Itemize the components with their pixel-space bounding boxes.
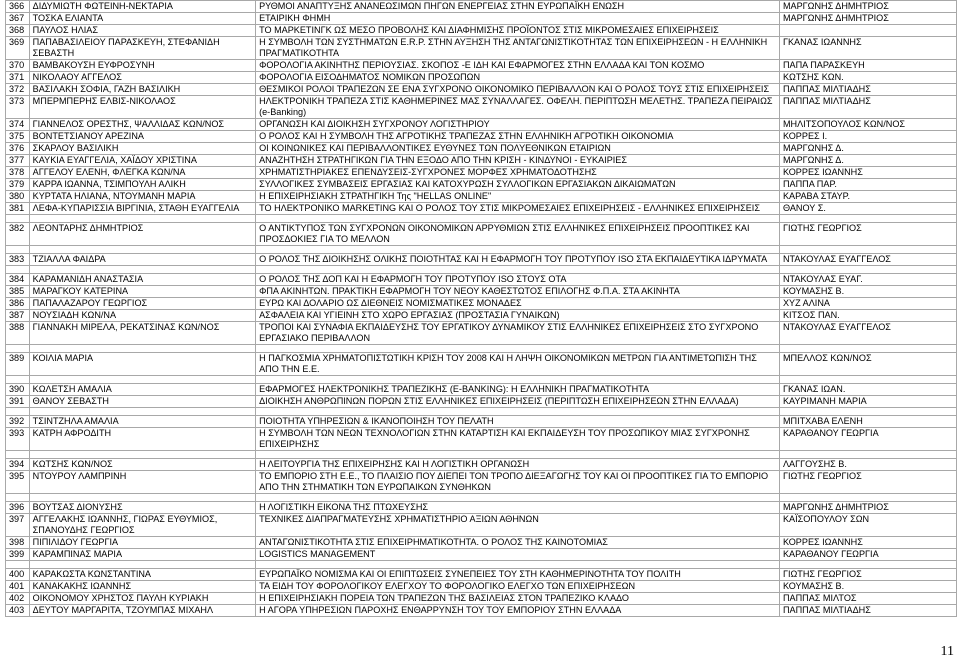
spacer-cell [29, 246, 255, 254]
student-names: ΚΑΡΑΚΩΣΤΑ ΚΩΝΣΤΑΝΤΙΝΑ [29, 569, 255, 581]
thesis-title: ΕΦΑΡΜΟΓΕΣ ΗΛΕΚΤΡΟΝΙΚΗΣ ΤΡΑΠΕΖΙΚΗΣ (E-BANKING): Η ΕΛΛΗΝΙΚΗ ΠΡΑΓΜΑΤΙΚΟΤΗΤΑ [256, 384, 780, 396]
table-row [6, 605, 957, 617]
table-row [6, 155, 957, 167]
supervisor-name: ΓΚΑΝΑΣ ΙΩΑΝ. [779, 384, 956, 396]
row-number: 403 [6, 605, 30, 617]
spacer-cell [779, 408, 956, 416]
row-number: 400 [6, 569, 30, 581]
table-row [6, 191, 957, 203]
spacer-cell [29, 451, 255, 459]
table-row [6, 25, 957, 37]
thesis-title: Η ΛΟΓΙΣΤΙΚΗ ΕΙΚΟΝΑ ΤΗΣ ΠΤΩΧΕΥΣΗΣ [256, 502, 780, 514]
thesis-title: ΗΛΕΚΤΡΟΝΙΚΗ ΤΡΑΠΕΖΑ ΣΤΙΣ ΚΑΘΗΜΕΡΙΝΕΣ ΜΑΣ ΣΥΝΑΛΛΑΓΕΣ. ΟΦΕΛΗ. ΠΕΡΙΠΤΩΣΗ ΜΕΛΕΤΗΣ. ΤΡΑΠΕΖΑ ΠΕΙΡΑΙΩΣ (e-Banking) [256, 96, 780, 119]
thesis-title: ΧΡΗΜΑΤΙΣΤΗΡΙΑΚΕΣ ΕΠΕΝΔΥΣΕΙΣ-ΣΥΓΧΡΟΝΕΣ ΜΟΡΦΕΣ ΧΡΗΜΑΤΟΔΟΤΗΣΗΣ [256, 167, 780, 179]
supervisor-name: ΠΑΠΑ ΠΑΡΑΣΚΕΥΗ [779, 60, 956, 72]
spacer-cell [6, 451, 30, 459]
spacer-row [6, 451, 957, 459]
table-row [6, 569, 957, 581]
thesis-title: ΦΟΡΟΛΟΓΙΑ ΑΚΙΝΗΤΗΣ ΠΕΡΙΟΥΣΙΑΣ. ΣΚΟΠΟΣ -Ε ΙΔΗ ΚΑΙ ΕΦΑΡΜΟΓΕΣ ΣΤΗΝ ΕΛΛΑΔΑ ΚΑΙ ΤΟΝ ΚΟΣΜΟ [256, 60, 780, 72]
student-names: ΤΣΙΝΤΖΗΛΑ ΑΜΑΛΙΑ [29, 416, 255, 428]
row-number: 374 [6, 119, 30, 131]
table-row [6, 96, 957, 119]
thesis-title: Η ΕΠΙΧΕΙΡΗΣΙΑΚΗ ΣΤΡΑΤΗΓΙΚΗ Της "HELLAS ONLINE" [256, 191, 780, 203]
student-names: ΒΑΣΙΛΑΚΗ ΣΟΦΙΑ, ΓΑΖΗ ΒΑΣΙΛΙΚΗ [29, 84, 255, 96]
student-names: ΝΙΚΟΛΑΟΥ ΑΓΓΕΛΟΣ [29, 72, 255, 84]
student-names: ΑΓΓΕΛΟΥ ΕΛΕΝΗ, ΦΛΕΓΚΑ ΚΩΝ/ΝΑ [29, 167, 255, 179]
supervisor-name: ΚΩΤΣΗΣ ΚΩΝ. [779, 72, 956, 84]
spacer-cell [6, 494, 30, 502]
spacer-cell [6, 408, 30, 416]
supervisor-name: ΜΗΛΙΤΣΟΠΟΥΛΟΣ ΚΩΝ/ΝΟΣ [779, 119, 956, 131]
supervisor-name: ΠΑΠΠΑΣ ΜΙΛΤΙΑΔΗΣ [779, 96, 956, 119]
student-names: ΚΑΝΑΚΑΚΗΣ ΙΩΑΝΝΗΣ [29, 581, 255, 593]
supervisor-name: ΠΑΠΠΑΣ ΜΙΛΤΙΑΔΗΣ [779, 84, 956, 96]
table-row [6, 593, 957, 605]
table-row [6, 60, 957, 72]
supervisor-name: ΜΑΡΓΩΝΗΣ ΔΗΜΗΤΡΙΟΣ [779, 13, 956, 25]
supervisor-name: ΚΟΡΡΕΣ ΙΩΑΝΝΗΣ [779, 537, 956, 549]
table-row [6, 131, 957, 143]
student-names: ΔΕΥΤΟΥ ΜΑΡΓΑΡΙΤΑ, ΤΖΟΥΜΠΑΣ ΜΙΧΑΗΛ [29, 605, 255, 617]
row-number: 366 [6, 1, 30, 13]
student-names: ΑΓΓΕΛΑΚΗΣ ΙΩΑΝΝΗΣ, ΓΙΩΡΑΣ ΕΥΘΥΜΙΟΣ, ΣΠΑΝΟΥΔΗΣ ΓΕΩΡΓΙΟΣ [29, 514, 255, 537]
spacer-cell [256, 451, 780, 459]
table-row [6, 459, 957, 471]
thesis-title: ΦΟΡΟΛΟΓΙΑ ΕΙΣΟΔΗΜΑΤΟΣ ΝΟΜΙΚΩΝ ΠΡΟΣΩΠΩΝ [256, 72, 780, 84]
thesis-title: ΤΟ ΗΛΕΚΤΡΟΝΙΚΟ MARKETING ΚΑΙ Ο ΡΟΛΟΣ ΤΟΥ ΣΤΙΣ ΜΙΚΡΟΜΕΣΑΙΕΣ ΕΠΙΧΕΙΡΗΣΕΙΣ - ΕΛΛΗΝΙΚΕΣ ΕΠΙΧΕΙΡΗΣΕΙΣ [256, 203, 780, 215]
student-names: ΚΑΡΑΜΑΝΙΔΗ ΑΝΑΣΤΑΣΙΑ [29, 274, 255, 286]
student-names: ΟΙΚΟΝΟΜΟΥ ΧΡΗΣΤΟΣ ΠΑΥΛΗ ΚΥΡΙΑΚΗ [29, 593, 255, 605]
spacer-cell [779, 345, 956, 353]
thesis-title: ΤΟ ΜΑΡΚΕΤΙΝΓΚ ΩΣ ΜΕΣΟ ΠΡΟΒΟΛΗΣ ΚΑΙ ΔΙΑΦΗΜΙΣΗΣ ΠΡΟΪΟΝΤΟΣ ΣΤΙΣ ΜΙΚΡΟΜΕΣΑΙΕΣ ΕΠΙΧΕΙΡΗΣΕΙΣ [256, 25, 780, 37]
spacer-row [6, 345, 957, 353]
thesis-title: ΡΥΘΜΟΙ ΑΝΑΠΤΥΞΗΣ ΑΝΑΝΕΩΣΙΜΩΝ ΠΗΓΩΝ ΕΝΕΡΓΕΙΑΣ ΣΤΗΝ ΕΥΡΩΠΑΪΚΗ ΕΝΩΣΗ [256, 1, 780, 13]
supervisor-name: ΚΑΡΑΒΑ ΣΤΑΥΡ. [779, 191, 956, 203]
row-number: 367 [6, 13, 30, 25]
student-names: ΓΙΑΝΝΑΚΗ ΜΙΡΕΛΑ, ΡΕΚΑΤΣΙΝΑΣ ΚΩΝ/ΝΟΣ [29, 322, 255, 345]
table-row [6, 322, 957, 345]
supervisor-name: ΝΤΑΚΟΥΛΑΣ ΕΥΑΓΓΕΛΟΣ [779, 254, 956, 266]
supervisor-name: ΧΥΖ ΑΛΙΝΑ [779, 298, 956, 310]
spacer-row [6, 266, 957, 274]
row-number: 393 [6, 428, 30, 451]
student-names: ΝΤΟΥΡΟΥ ΛΑΜΠΡΙΝΗ [29, 471, 255, 494]
thesis-title: ΣΥΛΛΟΓΙΚΕΣ ΣΥΜΒΑΣΕΙΣ ΕΡΓΑΣΙΑΣ ΚΑΙ ΚΑΤΟΧΥΡΩΣΗ ΣΥΛΛΟΓΙΚΩΝ ΕΡΓΑΣΙΑΚΩΝ ΔΙΚΑΙΩΜΑΤΩΝ [256, 179, 780, 191]
spacer-cell [29, 561, 255, 569]
row-number: 379 [6, 179, 30, 191]
table-row [6, 203, 957, 215]
supervisor-name: ΜΠΙΤΧΑΒΑ ΕΛΕΝΗ [779, 416, 956, 428]
student-names: ΒΟΥΤΣΑΣ ΔΙΟΝΥΣΗΣ [29, 502, 255, 514]
row-number: 401 [6, 581, 30, 593]
student-names: ΛΕΟΝΤΑΡΗΣ ΔΗΜΗΤΡΙΟΣ [29, 223, 255, 246]
student-names: ΛΕΦΑ-ΚΥΠΑΡΙΣΣΙΑ ΒΙΡΓΙΝΙΑ, ΣΤΑΘΗ ΕΥΑΓΓΕΛΙΑ [29, 203, 255, 215]
spacer-cell [29, 408, 255, 416]
table-row [6, 428, 957, 451]
table-row [6, 72, 957, 84]
supervisor-name: ΓΙΩΤΗΣ ΓΕΩΡΓΙΟΣ [779, 223, 956, 246]
spacer-cell [6, 376, 30, 384]
thesis-title: ΤΟ ΕΜΠΟΡΙΟ ΣΤΗ Ε.Ε., ΤΟ ΠΛΑΙΣΙΟ ΠΟΥ ΔΙΕΠΕΙ ΤΟΝ ΤΡΟΠΟ ΔΙΕΞΑΓΩΓΗΣ ΤΟΥ ΚΑΙ ΟΙ ΠΡΟΟΠΤΙΚΕΣ ΓΙΑ ΤΟ ΕΜΠΟΡΙΟ ΑΠΟ ΤΗΝ ΣΤΗΜΑΤΙΚΗ ΤΩΝ ΕΥΡΩΠΑΙΚΩΝ ΣΥΝΘΗΚΩΝ [256, 471, 780, 494]
row-number: 382 [6, 223, 30, 246]
supervisor-name: ΚΑΡΑΘΑΝΟΥ ΓΕΩΡΓΙΑ [779, 549, 956, 561]
table-row [6, 581, 957, 593]
supervisor-name: ΚΙΤΣΟΣ ΠΑΝ. [779, 310, 956, 322]
student-names: ΠΑΥΛΟΣ ΗΛΙΑΣ [29, 25, 255, 37]
student-names: ΚΩΤΣΗΣ ΚΩΝ/ΝΟΣ [29, 459, 255, 471]
table-row [6, 37, 957, 60]
row-number: 399 [6, 549, 30, 561]
thesis-title: ΑΝΤΑΓΩΝΙΣΤΙΚΟΤΗΤΑ ΣΤΙΣ ΕΠΙΧΕΙΡΗΜΑΤΙΚΟΤΗΤΑ. Ο ΡΟΛΟΣ ΤΗΣ ΚΑΙΝΟΤΟΜΙΑΣ [256, 537, 780, 549]
table-row [6, 471, 957, 494]
student-names: ΚΑΡΡΑ ΙΩΑΝΝΑ, ΤΣΙΜΠΟΥΛΗ ΑΛΙΚΗ [29, 179, 255, 191]
spacer-cell [256, 376, 780, 384]
thesis-title: ΟΙ ΚΟΙΝΩΝΙΚΕΣ ΚΑΙ ΠΕΡΙΒΑΛΛΟΝΤΙΚΕΣ ΕΥΘΥΝΕΣ ΤΩΝ ΠΟΛΥΕΘΝΙΚΩΝ ΕΤΑΙΡΙΩΝ [256, 143, 780, 155]
supervisor-name: ΚΟΡΡΕΣ Ι. [779, 131, 956, 143]
spacer-row [6, 561, 957, 569]
thesis-title: Η ΛΕΙΤΟΥΡΓΙΑ ΤΗΣ ΕΠΙΧΕΙΡΗΣΗΣ ΚΑΙ Η ΛΟΓΙΣΤΙΚΗ ΟΡΓΑΝΩΣΗ [256, 459, 780, 471]
spacer-cell [256, 561, 780, 569]
table-row [6, 310, 957, 322]
table-row [6, 502, 957, 514]
supervisor-name [779, 25, 956, 37]
thesis-title: Ο ΑΝΤΙΚΤΥΠΟΣ ΤΩΝ ΣΥΓΧΡΟΝΩΝ ΟΙΚΟΝΟΜΙΚΩΝ ΑΡΡΥΘΜΙΩΝ ΣΤΙΣ ΕΛΛΗΝΙΚΕΣ ΕΠΙΧΕΙΡΗΣΕΙΣ ΠΡΟΟΠΤΙΚΕΣ ΚΑΙ ΠΡΟΣΔΟΚΙΕΣ ΓΙΑ ΤΟ ΜΕΛΛΟΝ [256, 223, 780, 246]
row-number: 395 [6, 471, 30, 494]
spacer-cell [256, 215, 780, 223]
thesis-title: ΘΕΣΜΙΚΟΙ ΡΟΛΟΙ ΤΡΑΠΕΖΩΝ ΣΕ ΕΝΑ ΣΥΓΧΡΟΝΟ ΟΙΚΟΝΟΜΙΚΟ ΠΕΡΙΒΑΛΛΟΝ ΚΑΙ Ο ΡΟΛΟΣ ΤΟΥΣ ΣΤΙΣ ΕΠΙΧΕΙΡΗΣΕΙΣ [256, 84, 780, 96]
supervisor-name: ΠΑΠΠΑ ΠΑΡ. [779, 179, 956, 191]
student-names: ΚΑΤΡΗ ΑΦΡΟΔΙΤΗ [29, 428, 255, 451]
student-names: ΒΑΜΒΑΚΟΥΣΗ ΕΥΦΡΟΣΥΝΗ [29, 60, 255, 72]
table-row [6, 223, 957, 246]
table-row [6, 537, 957, 549]
spacer-cell [29, 494, 255, 502]
thesis-title: ΤΡΟΠΟΙ ΚΑΙ ΣΥΝΑΦΙΑ ΕΚΠΑΙΔΕΥΣΗΣ ΤΟΥ ΕΡΓΑΤΙΚΟΥ ΔΥΝΑΜΙΚΟΥ ΣΤΙΣ ΕΛΛΗΝΙΚΕΣ ΕΠΙΧΕΙΡΗΣΕΙΣ ΣΤΟ ΣΥΓΧΡΟΝΟ ΕΡΓΑΣΙΑΚΟ ΠΕΡΙΒΑΛΛΟΝ [256, 322, 780, 345]
row-number: 373 [6, 96, 30, 119]
spacer-cell [29, 376, 255, 384]
student-names: ΠΑΠΑΛΑΖΑΡΟΥ ΓΕΩΡΓΙΟΣ [29, 298, 255, 310]
spacer-cell [256, 408, 780, 416]
spacer-cell [779, 494, 956, 502]
spacer-cell [779, 266, 956, 274]
student-names: ΚΑΥΚΙΑ ΕΥΑΓΓΕΛΙΑ, ΧΑΪΔΟΥ ΧΡΙΣΤΙΝΑ [29, 155, 255, 167]
spacer-row [6, 408, 957, 416]
row-number: 398 [6, 537, 30, 549]
spacer-cell [779, 561, 956, 569]
thesis-title: ΦΠΑ ΑΚΙΝΗΤΩΝ. ΠΡΑΚΤΙΚΗ ΕΦΑΡΜΟΓΗ ΤΟΥ ΝΕΟΥ ΚΑΘΕΣΤΩΤΟΣ ΕΠΙΛΟΓΗΣ Φ.Π.Α. ΣΤΑ ΑΚΙΝΗΤΑ [256, 286, 780, 298]
supervisor-name: ΓΙΩΤΗΣ ΓΕΩΡΓΙΟΣ [779, 471, 956, 494]
thesis-title: Ο ΡΟΛΟΣ ΚΑΙ Η ΣΥΜΒΟΛΗ ΤΗΣ ΑΓΡΟΤΙΚΗΣ ΤΡΑΠΕΖΑΣ ΣΤΗΝ ΕΛΛΗΝΙΚΗ ΑΓΡΟΤΙΚΗ ΟΙΚΟΝΟΜΙΑ [256, 131, 780, 143]
row-number: 385 [6, 286, 30, 298]
row-number: 391 [6, 396, 30, 408]
thesis-title: Ο ΡΟΛΟΣ ΤΗΣ ΔΙΟΙΚΗΣΗΣ ΟΛΙΚΗΣ ΠΟΙΟΤΗΤΑΣ ΚΑΙ Η ΕΦΑΡΜΟΓΗ ΤΟΥ ΠΡΟΤΥΠΟΥ ISO ΣΤΑ ΕΚΠΑΙΔΕΥΤΙΚΑ ΙΔΡΥΜΑΤΑ [256, 254, 780, 266]
supervisor-name: ΛΑΓΓΟΥΣΗΣ Β. [779, 459, 956, 471]
student-names: ΘΑΝΟΥ ΣΕΒΑΣΤΗ [29, 396, 255, 408]
supervisor-name: ΠΑΠΠΑΣ ΜΙΛΤΟΣ [779, 593, 956, 605]
table-row [6, 143, 957, 155]
thesis-title: Η ΣΥΜΒΟΛΗ ΤΩΝ ΝΕΩΝ ΤΕΧΝΟΛΟΓΙΩΝ ΣΤΗΝ ΚΑΤΑΡΤΙΣΗ ΚΑΙ ΕΚΠΑΙΔΕΥΣΗ ΤΟΥ ΠΡΟΣΩΠΙΚΟΥ ΜΙΑΣ ΣΥΓΧΡΟΝΗΣ ΕΠΙΧΕΙΡΗΣΗΣ [256, 428, 780, 451]
thesis-title: Η ΕΠΙΧΕΙΡΗΣΙΑΚΗ ΠΟΡΕΙΑ ΤΩΝ ΤΡΑΠΕΖΩΝ ΤΗΣ ΒΑΣΙΛΕΙΑΣ ΣΤΟΝ ΤΡΑΠΕΖΙΚΟ ΚΛΑΔΟ [256, 593, 780, 605]
row-number: 392 [6, 416, 30, 428]
table-row [6, 298, 957, 310]
supervisor-name: ΚΟΡΡΕΣ ΙΩΑΝΝΗΣ [779, 167, 956, 179]
row-number: 386 [6, 298, 30, 310]
thesis-title: ΔΙΟΙΚΗΣΗ ΑΝΘΡΩΠΙΝΩΝ ΠΟΡΩΝ ΣΤΙΣ ΕΛΛΗΝΙΚΕΣ ΕΠΙΧΕΙΡΗΣΕΙΣ (ΠΕΡΙΠΤΩΣΗ ΕΠΙΧΕΙΡΗΣΕΩΝ ΣΤΗΝ ΕΛΛΑΔΑ) [256, 396, 780, 408]
supervisor-name: ΜΑΡΓΩΝΗΣ ΔΗΜΗΤΡΙΟΣ [779, 502, 956, 514]
table-row [6, 119, 957, 131]
spacer-cell [779, 246, 956, 254]
thesis-title: ΕΤΑΙΡΙΚΗ ΦΗΜΗ [256, 13, 780, 25]
student-names: ΒΟΝΤΕΤΣΙΑΝΟΥ ΑΡΕΖΙΝΑ [29, 131, 255, 143]
supervisor-name: ΝΤΑΚΟΥΛΑΣ ΕΥΑΓ. [779, 274, 956, 286]
spacer-row [6, 246, 957, 254]
spacer-cell [256, 246, 780, 254]
table-row [6, 549, 957, 561]
supervisor-name: ΜΠΕΛΛΟΣ ΚΩΝ/ΝΟΣ [779, 353, 956, 376]
thesis-title: LOGISTICS MANAGEMENT [256, 549, 780, 561]
thesis-title: Η ΑΓΟΡΑ ΥΠΗΡΕΣΙΩΝ ΠΑΡΟΧΗΣ ΕΝΘΑΡΡΥΝΣΗ ΤΟΥ ΤΟΥ ΕΜΠΟΡΙΟΥ ΣΤΗΝ ΕΛΛΑΔΑ [256, 605, 780, 617]
spacer-cell [256, 345, 780, 353]
table-row [6, 179, 957, 191]
supervisor-name: ΓΚΑΝΑΣ ΙΩΑΝΝΗΣ [779, 37, 956, 60]
student-names: ΜΑΡΑΓΚΟΥ ΚΑΤΕΡΙΝΑ [29, 286, 255, 298]
supervisor-name: ΚΟΥΜΑΣΗΣ Β. [779, 581, 956, 593]
spacer-cell [779, 451, 956, 459]
page-number: 11 [940, 644, 954, 659]
thesis-title: ΑΝΑΖΗΤΗΣΗ ΣΤΡΑΤΗΓΙΚΩΝ ΓΙΑ ΤΗΝ ΕΞΟΔΟ ΑΠΟ ΤΗΝ ΚΡΙΣΗ - ΚΙΝΔΥΝΟΙ - ΕΥΚΑΙΡΙΕΣ [256, 155, 780, 167]
table-row [6, 84, 957, 96]
thesis-title: ΕΥΡΩ ΚΑΙ ΔΟΛΑΡΙΟ ΩΣ ΔΙΕΘΝΕΙΣ ΝΟΜΙΣΜΑΤΙΚΕΣ ΜΟΝΑΔΕΣ [256, 298, 780, 310]
spacer-cell [6, 266, 30, 274]
table-row [6, 396, 957, 408]
table-body [6, 1, 957, 617]
thesis-title: ΟΡΓΑΝΩΣΗ ΚΑΙ ΔΙΟΙΚΗΣΗ ΣΥΓΧΡΟΝΟΥ ΛΟΓΙΣΤΗΡΙΟΥ [256, 119, 780, 131]
supervisor-name: ΠΑΠΠΑΣ ΜΙΛΤΙΑΔΗΣ [779, 605, 956, 617]
table-row [6, 274, 957, 286]
supervisor-name: ΚΑΥΡΙΜΑΝΗ ΜΑΡΙΑ [779, 396, 956, 408]
table-row [6, 13, 957, 25]
table-row [6, 286, 957, 298]
spacer-cell [29, 266, 255, 274]
spacer-cell [779, 376, 956, 384]
row-number: 376 [6, 143, 30, 155]
supervisor-name: ΜΑΡΓΩΝΗΣ ΔΗΜΗΤΡΙΟΣ [779, 1, 956, 13]
thesis-title: ΑΣΦΑΛΕΙΑ ΚΑΙ ΥΓΙΕΙΝΗ ΣΤΟ ΧΩΡΟ ΕΡΓΑΣΙΑΣ (ΠΡΟΣΤΑΣΙΑ ΓΥΝΑΙΚΩΝ) [256, 310, 780, 322]
thesis-title: ΤΕΧΝΙΚΕΣ ΔΙΑΠΡΑΓΜΑΤΕΥΣΗΣ ΧΡΗΜΑΤΙΣΤΗΡΙΟ ΑΞΙΩΝ ΑΘΗΝΩΝ [256, 514, 780, 537]
student-names: ΜΠΕΡΜΠΕΡΗΣ ΕΛΒΙΣ-ΝΙΚΟΛΑΟΣ [29, 96, 255, 119]
student-names: ΔΙΔΥΜΙΩΤΗ ΦΩΤΕΙΝΗ-ΝΕΚΤΑΡΙΑ [29, 1, 255, 13]
student-names: ΚΩΛΕΤΣΗ ΑΜΑΛΙΑ [29, 384, 255, 396]
row-number: 389 [6, 353, 30, 376]
thesis-title: Η ΠΑΓΚΟΣΜΙΑ ΧΡΗΜΑΤΟΠΙΣΤΩΤΙΚΗ ΚΡΙΣΗ ΤΟΥ 2008 ΚΑΙ Η ΛΗΨΗ ΟΙΚΟΝΟΜΙΚΩΝ ΜΕΤΡΩΝ ΓΙΑ ΑΝΤΙΜΕΤΩΠΙΣΗ ΤΗΣ ΑΠΟ ΤΗΝ Ε.Ε. [256, 353, 780, 376]
row-number: 371 [6, 72, 30, 84]
supervisor-name: ΚΑΪΣΟΠΟΥΛΟΥ ΣΩΝ [779, 514, 956, 537]
table-row [6, 167, 957, 179]
spacer-cell [779, 215, 956, 223]
thesis-title: Ο ΡΟΛΟΣ ΤΗΣ ΔΟΠ ΚΑΙ Η ΕΦΑΡΜΟΓΗ ΤΟΥ ΠΡΟΤΥΠΟΥ ISO ΣΤΟΥΣ ΟΤΑ [256, 274, 780, 286]
thesis-title: Η ΣΥΜΒΟΛΗ ΤΩΝ ΣΥΣΤΗΜΑΤΩΝ Ε.R.P. ΣΤΗΝ ΑΥΞΗΣΗ ΤΗΣ ΑΝΤΑΓΩΝΙΣΤΙΚΟΤΗΤΑΣ ΤΩΝ ΕΠΙΧΕΙΡΗΣΕΩΝ - Η ΕΛΛΗΝΙΚΗ ΠΡΑΓΜΑΤΙΚΟΤΗΤΑ [256, 37, 780, 60]
table-row [6, 254, 957, 266]
row-number: 384 [6, 274, 30, 286]
student-names: ΣΚΑΡΛΟΥ ΒΑΣΙΛΙΚΗ [29, 143, 255, 155]
supervisor-name: ΚΑΡΑΘΑΝΟΥ ΓΕΩΡΓΙΑ [779, 428, 956, 451]
row-number: 378 [6, 167, 30, 179]
supervisor-name: ΝΤΑΚΟΥΛΑΣ ΕΥΑΓΓΕΛΟΣ [779, 322, 956, 345]
spacer-cell [256, 494, 780, 502]
row-number: 383 [6, 254, 30, 266]
table-row [6, 353, 957, 376]
student-names: ΠΙΠΙΛΙΔΟΥ ΓΕΩΡΓΙΑ [29, 537, 255, 549]
spacer-row [6, 376, 957, 384]
thesis-title: ΠΟΙΟΤΗΤΑ ΥΠΗΡΕΣΙΩΝ & ΙΚΑΝΟΠΟΙΗΣΗ ΤΟΥ ΠΕΛΑΤΗ [256, 416, 780, 428]
spacer-row [6, 215, 957, 223]
student-names: ΠΑΠΑΒΑΣΙΛΕΙΟΥ ΠΑΡΑΣΚΕΥΗ, ΣΤΕΦΑΝΙΔΗ ΣΕΒΑΣΤΗ [29, 37, 255, 60]
row-number: 375 [6, 131, 30, 143]
thesis-title: ΤΑ ΕΙΔΗ ΤΟΥ ΦΟΡΟΛΟΓΙΚΟΥ ΕΛΕΓΧΟΥ ΤΟ ΦΟΡΟΛΟΓΙΚΟ ΕΛΕΓΧΟ ΤΩΝ ΕΠΙΧΕΙΡΗΣΕΩΝ [256, 581, 780, 593]
supervisor-name: ΜΑΡΓΩΝΗΣ Δ. [779, 143, 956, 155]
student-names: ΚΟΙΛΙΑ ΜΑΡΙΑ [29, 353, 255, 376]
thesis-table [5, 0, 957, 617]
row-number: 369 [6, 37, 30, 60]
row-number: 390 [6, 384, 30, 396]
row-number: 380 [6, 191, 30, 203]
row-number: 402 [6, 593, 30, 605]
supervisor-name: ΓΙΩΤΗΣ ΓΕΩΡΓΙΟΣ [779, 569, 956, 581]
spacer-row [6, 494, 957, 502]
row-number: 370 [6, 60, 30, 72]
row-number: 368 [6, 25, 30, 37]
student-names: ΤΟΣΚΑ ΕΛΙΑΝΤΑ [29, 13, 255, 25]
row-number: 381 [6, 203, 30, 215]
spacer-cell [6, 215, 30, 223]
student-names: ΚΥΡΤΑΤΑ ΗΛΙΑΝΑ, ΝΤΟΥΜΑΝΗ ΜΑΡΙΑ [29, 191, 255, 203]
row-number: 387 [6, 310, 30, 322]
supervisor-name: ΘΑΝΟΥ Σ. [779, 203, 956, 215]
supervisor-name: ΚΟΥΜΑΣΗΣ Β. [779, 286, 956, 298]
student-names: ΓΙΑΝΝΕΛΟΣ ΟΡΕΣΤΗΣ, ΨΑΛΛΙΔΑΣ ΚΩΝ/ΝΟΣ [29, 119, 255, 131]
table-row [6, 1, 957, 13]
thesis-title: ΕΥΡΩΠΑΪΚΟ ΝΟΜΙΣΜΑ ΚΑΙ ΟΙ ΕΠΙΠΤΩΣΕΙΣ ΣΥΝΕΠΕΙΕΣ ΤΟΥ ΣΤΗ ΚΑΘΗΜΕΡΙΝΟΤΗΤΑ ΤΟΥ ΠΟΛΙΤΗ [256, 569, 780, 581]
spacer-cell [256, 266, 780, 274]
spacer-cell [29, 345, 255, 353]
row-number: 394 [6, 459, 30, 471]
spacer-cell [6, 345, 30, 353]
row-number: 388 [6, 322, 30, 345]
row-number: 396 [6, 502, 30, 514]
row-number: 372 [6, 84, 30, 96]
table-row [6, 416, 957, 428]
spacer-cell [6, 561, 30, 569]
row-number: 377 [6, 155, 30, 167]
row-number: 397 [6, 514, 30, 537]
spacer-cell [29, 215, 255, 223]
student-names: ΝΟΥΣΙΑΔΗ ΚΩΝ/ΝΑ [29, 310, 255, 322]
student-names: ΤΖΙΑΛΛΑ ΦΑΙΔΡΑ [29, 254, 255, 266]
table-row [6, 384, 957, 396]
spacer-cell [6, 246, 30, 254]
table-row [6, 514, 957, 537]
student-names: ΚΑΡΑΜΠΙΝΑΣ ΜΑΡΙΑ [29, 549, 255, 561]
supervisor-name: ΜΑΡΓΩΝΗΣ Δ. [779, 155, 956, 167]
